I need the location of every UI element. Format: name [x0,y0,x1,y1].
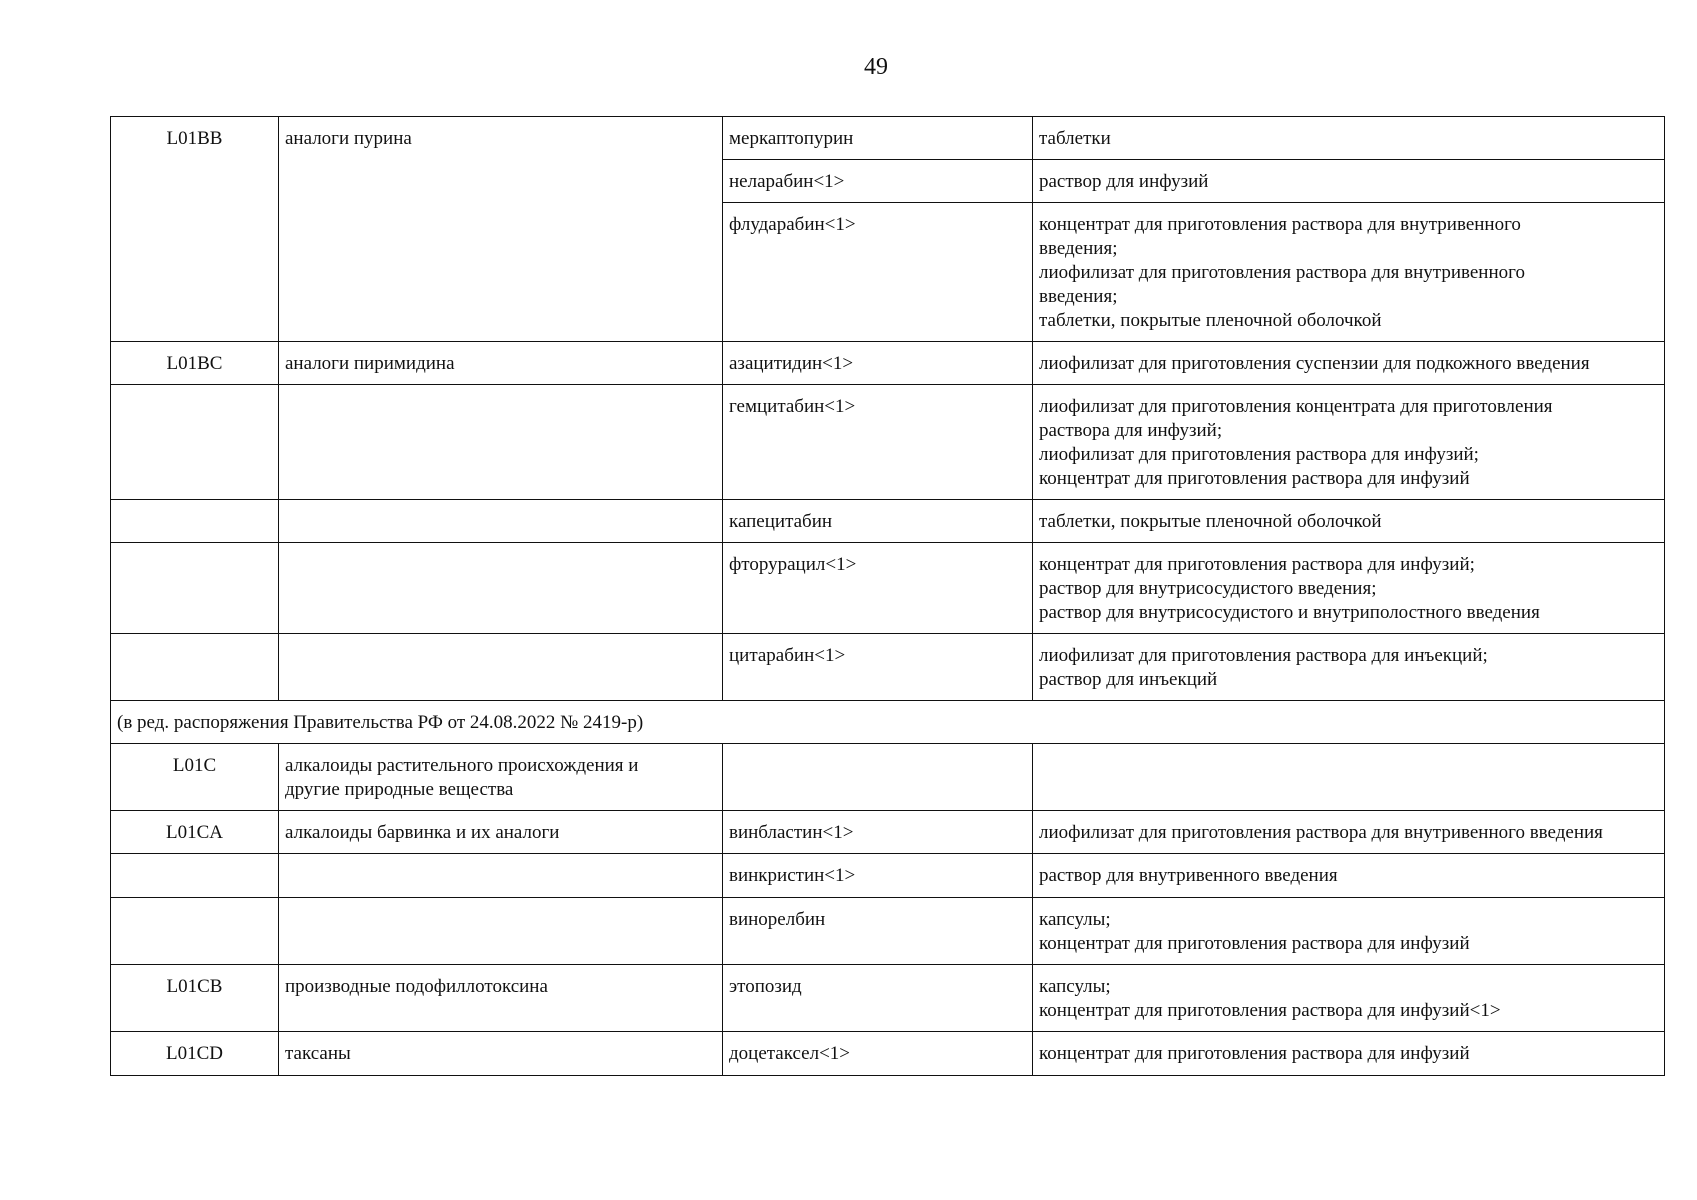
amendment-note: (в ред. распоряжения Правительства РФ от 24.08.2022 № 2419-р) [111,701,1665,744]
group-name [279,854,723,898]
dosage-forms: капсулы; концентрат для приготовления раствора для инфузий [1033,898,1665,965]
table-row [111,385,1665,500]
dosage-forms: капсулы; концентрат для приготовления раствора для инфузий<1> [1033,965,1665,1032]
group-name [279,634,723,701]
table-row [111,811,1665,854]
drug-name: азацитидин<1> [723,342,1033,385]
table-row [111,634,1665,701]
dosage-forms: концентрат для приготовления раствора для инфузий; раствор для внутрисосудистого введения; раствор для внутрисосудистого и внутриполостного введения [1033,543,1665,634]
dosage-forms: раствор для инфузий [1033,160,1665,203]
atc-code [111,854,279,898]
table-row [111,500,1665,543]
atc-code [111,898,279,965]
atc-code [111,634,279,701]
dosage-forms: лиофилизат для приготовления раствора для инъекций; раствор для инъекций [1033,634,1665,701]
group-name: аналоги пиримидина [279,342,723,385]
atc-code: L01C [111,744,279,811]
drug-name: капецитабин [723,500,1033,543]
drug-name: гемцитабин<1> [723,385,1033,500]
drug-name [723,744,1033,811]
group-name: алкалоиды барвинка и их аналоги [279,811,723,854]
table-row [111,342,1665,385]
drug-name: винкристин<1> [723,854,1033,898]
group-name [279,543,723,634]
dosage-forms: таблетки, покрытые пленочной оболочкой [1033,500,1665,543]
atc-code: L01CB [111,965,279,1032]
group-name: аналоги пурина [279,117,723,342]
dosage-forms: таблетки [1033,117,1665,160]
atc-code [111,500,279,543]
drug-name: этопозид [723,965,1033,1032]
drug-name: винбластин<1> [723,811,1033,854]
dosage-forms: лиофилизат для приготовления раствора для внутривенного введения [1033,811,1665,854]
dosage-forms: концентрат для приготовления раствора для внутривенного введения; лиофилизат для приготовления раствора для внутривенного введения; таблетки, покрытые пленочной оболочкой [1033,203,1665,342]
table-row [111,898,1665,965]
table-row [111,965,1665,1032]
group-name: алкалоиды растительного происхождения и другие природные вещества [279,744,723,811]
dosage-forms: раствор для внутривенного введения [1033,854,1665,898]
drug-name: флударабин<1> [723,203,1033,342]
atc-code: L01CA [111,811,279,854]
atc-code [111,543,279,634]
group-name [279,500,723,543]
drug-name: доцетаксел<1> [723,1032,1033,1076]
table-row [111,744,1665,811]
drug-name: винорелбин [723,898,1033,965]
table-row [111,854,1665,898]
dosage-forms [1033,744,1665,811]
drug-name: фторурацил<1> [723,543,1033,634]
group-name [279,385,723,500]
group-name [279,898,723,965]
dosage-forms: лиофилизат для приготовления концентрата для приготовления раствора для инфузий; лиофилизат для приготовления раствора для инфузий; концентрат для приготовления раствора для инфузий [1033,385,1665,500]
atc-code: L01BC [111,342,279,385]
table-row [111,543,1665,634]
dosage-forms: лиофилизат для приготовления суспензии для подкожного введения [1033,342,1665,385]
group-name: таксаны [279,1032,723,1076]
atc-code: L01CD [111,1032,279,1076]
drug-name: неларабин<1> [723,160,1033,203]
drug-name: цитарабин<1> [723,634,1033,701]
page-number: 49 [864,54,888,80]
group-name: производные подофиллотоксина [279,965,723,1032]
drug-name: меркаптопурин [723,117,1033,160]
drug-table [110,116,1665,1076]
table-row [111,117,1665,160]
table-row [111,1032,1665,1076]
atc-code: L01BB [111,117,279,342]
amendment-row [111,701,1665,744]
dosage-forms: концентрат для приготовления раствора для инфузий [1033,1032,1665,1076]
atc-code [111,385,279,500]
